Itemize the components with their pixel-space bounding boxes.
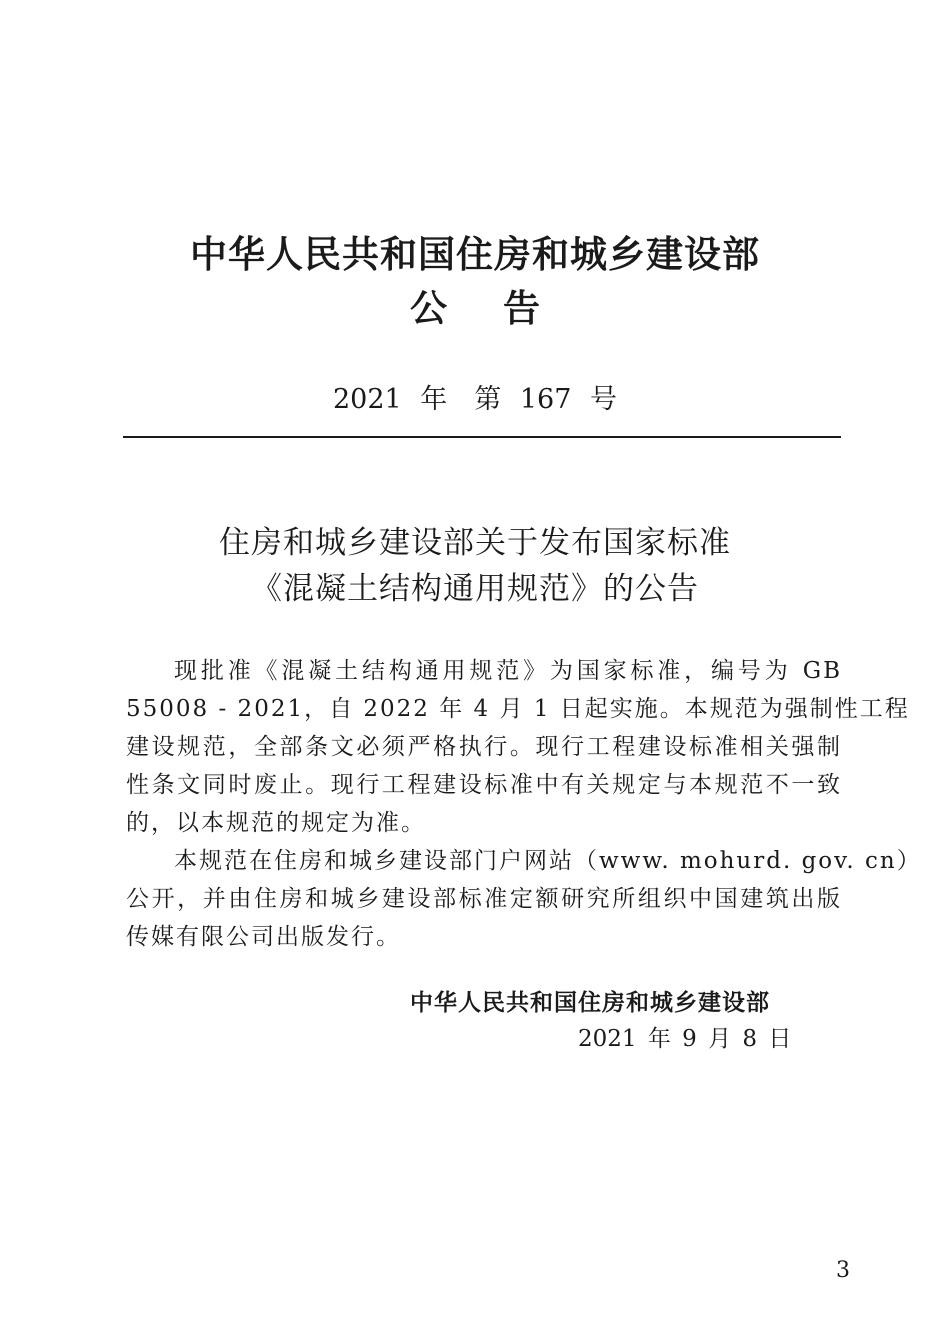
- signature-date: 2021 年 9 月 8 日: [578, 1026, 792, 1052]
- body-paragraph-1: [126, 652, 910, 842]
- paragraph-line: 的，以本规范的规定为准。: [126, 810, 426, 836]
- subject-line-2: 《混凝土结构通用规范》的公告: [251, 571, 699, 607]
- paragraph-line: 55008 - 2021，自 2022 年 4 月 1 日起实施。本规范为强制性工程: [126, 696, 910, 722]
- body-paragraph-2: [126, 842, 922, 956]
- paragraph-line: 传媒有限公司出版发行。: [126, 924, 401, 950]
- signature-issuer: 中华人民共和国住房和城乡建设部: [410, 990, 770, 1016]
- paragraph-line: 性条文同时废止。现行工程建设标准中有关规定与本规范不一致: [126, 772, 842, 798]
- subject-line-1: 住房和城乡建设部关于发布国家标准: [219, 525, 731, 561]
- issuer-title: 中华人民共和国住房和城乡建设部: [190, 233, 760, 276]
- paragraph-line: 现批准《混凝土结构通用规范》为国家标准，编号为 GB: [174, 658, 842, 684]
- header-divider: [123, 436, 841, 438]
- notice-title: 公告: [410, 287, 596, 330]
- paragraph-line: 公开，并由住房和城乡建设部标准定额研究所组织中国建筑出版: [126, 886, 842, 912]
- paragraph-line: 本规范在住房和城乡建设部门户网站（www. mohurd. gov. cn）: [174, 848, 922, 874]
- paragraph-line: 建设规范，全部条文必须严格执行。现行工程建设标准相关强制: [126, 734, 842, 760]
- document-number: 2021 年 第 167 号: [333, 384, 617, 415]
- page-number: 3: [836, 1258, 850, 1283]
